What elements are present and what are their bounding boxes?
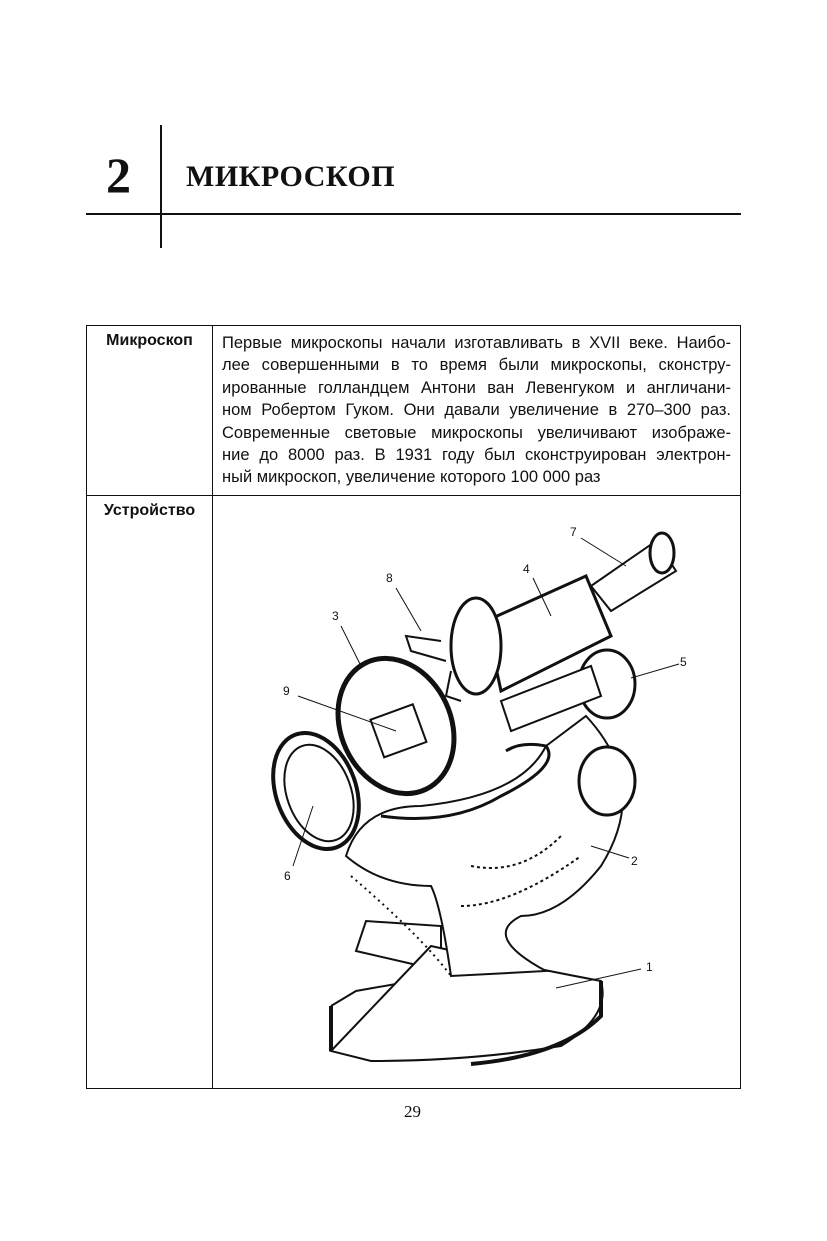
- callout-5: 5: [680, 654, 687, 669]
- microscope-illustration: [213, 496, 740, 1088]
- callout-2: 2: [631, 853, 638, 868]
- table-row: [87, 495, 741, 1088]
- row-label: Микроскоп: [87, 326, 213, 496]
- callout-8: 8: [386, 570, 393, 585]
- callout-3: 3: [332, 608, 339, 623]
- page-number: 29: [404, 1102, 421, 1121]
- info-table: [86, 325, 741, 1089]
- chapter-title: МИКРОСКОП: [186, 160, 396, 193]
- callout-9: 9: [283, 683, 290, 698]
- header-vertical-rule: [160, 125, 162, 248]
- text-line: Современные световые микроскопы увеличивают изображе-: [222, 423, 731, 442]
- row-label: Устройство: [87, 495, 213, 1088]
- callout-6: 6: [284, 868, 291, 883]
- header-horizontal-rule: [86, 213, 741, 215]
- text-line: ированные голландцем Антони ван Левенгуком и англичани-: [222, 378, 731, 397]
- row-text: [213, 326, 741, 496]
- text-line: ный микроскоп, увеличение которого 100 000 раз: [222, 468, 601, 487]
- illustration-cell: [213, 495, 741, 1088]
- table-row: [87, 326, 741, 496]
- text-line: ном Робертом Гуком. Они давали увеличение в 270–300 раз.: [222, 401, 731, 420]
- text-line: ние до 8000 раз. В 1931 году был сконструирован электрон-: [222, 446, 731, 465]
- callout-7: 7: [570, 524, 577, 539]
- text-line: Первые микроскопы начали изготавливать в XVII веке. Наибо-: [222, 334, 731, 352]
- microscope-drawing: [213, 496, 741, 1088]
- text-line: лее совершенными в то время были микроскопы, сконстру-: [222, 356, 731, 375]
- callout-4: 4: [523, 561, 530, 576]
- callout-1: 1: [646, 959, 653, 974]
- chapter-number: 2: [106, 147, 131, 203]
